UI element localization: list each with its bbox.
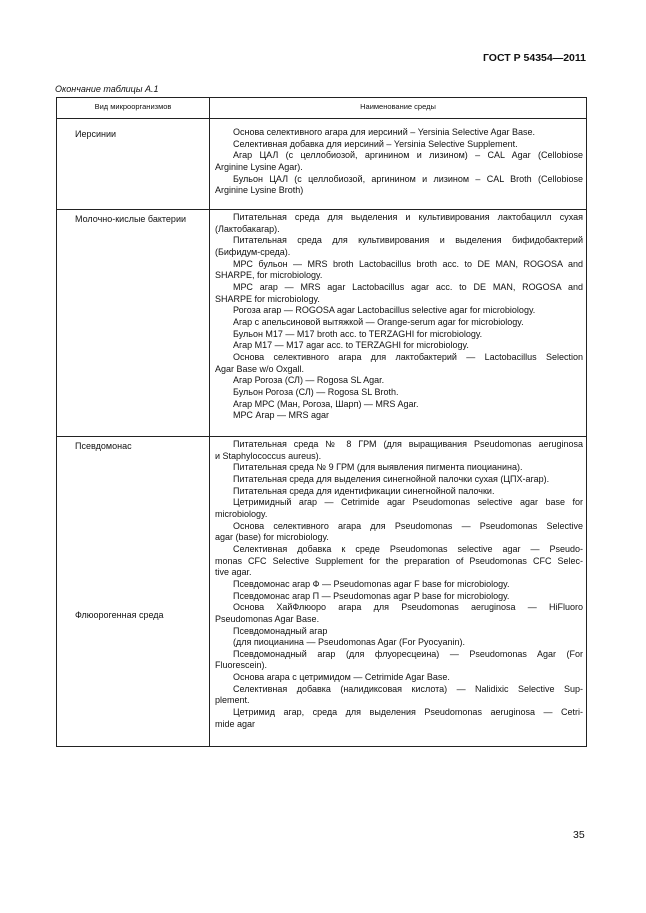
media-line: Агар ЦАЛ (с целлобиозой, аргинином и лизином) – CAL Agar (Cellobiose xyxy=(233,150,583,161)
media-cell xyxy=(215,439,583,730)
media-line: Селективная добавка (налидиксовая кислота) — Nalidixic Selective Sup- xyxy=(233,683,583,694)
media-line: microbiology. xyxy=(215,508,268,519)
media-line: МРС Агар — MRS agar xyxy=(233,410,330,421)
media-line: Питательная среда для идентификации синегнойной палочки. xyxy=(233,485,495,496)
row-divider xyxy=(57,436,586,437)
media-line: Селективная добавка для иерсиний – Yersinia Selective Supplement. xyxy=(233,138,518,149)
table-header xyxy=(57,98,586,119)
media-line: МРС бульон — MRS broth Lactobacillus broth acc. to DE MAN, ROGOSA and xyxy=(233,258,583,269)
media-line: Питательная среда для выделения и культивирования лактобацилл сухая xyxy=(233,212,583,222)
media-line: Питательная среда для культивирования и выделения бифидобактерий xyxy=(233,235,583,246)
media-line: agar (base) for microbiology. xyxy=(215,532,329,543)
media-line: tive agar. xyxy=(215,567,252,578)
organism-cell-secondary: Флюорогенная среда xyxy=(75,610,164,620)
media-line: МРС агар — MRS agar Lactobacillus agar acc. to DE MAN, ROGOSA and xyxy=(233,281,583,292)
organism-cell: Молочно-кислые бактерии xyxy=(75,214,186,224)
media-line: Pseudomonas Agar Base. xyxy=(215,613,320,624)
media-line: Питательная среда для выделения синегнойной палочки сухая (ЦПХ-агар). xyxy=(233,473,550,484)
media-line: Бульон Рогоза (СЛ) — Rogosa SL Broth. xyxy=(233,386,399,397)
media-line: Основа селективного агара для Pseudomonas — Pseudomonas Selective xyxy=(233,520,583,531)
media-line: Селективная добавка к среде Pseudomonas selective agar — Pseudo- xyxy=(233,543,583,554)
page-number: 35 xyxy=(573,829,585,841)
media-line: Arginine Lysine Agar). xyxy=(215,161,303,172)
media-line: Псевдомонадный агар (для флуоресцеина) — Pseudomonas Agar (For xyxy=(233,648,583,659)
media-cell xyxy=(215,212,583,422)
media-line: plement. xyxy=(215,695,250,706)
col-header-organisms: Вид микроорганизмов xyxy=(94,102,172,111)
media-line: SHARPE, for microbiology. xyxy=(215,270,323,281)
media-line: Агар M17 — M17 agar acc. to TERZAGHI for microbiology. xyxy=(233,340,469,351)
column-divider xyxy=(209,98,210,746)
standard-header: ГОСТ Р 54354—2011 xyxy=(482,52,586,64)
media-line: Основа селективного агара для иерсиний – Yersinia Selective Agar Base. xyxy=(233,127,535,137)
organism-cell: Псевдомонас xyxy=(75,441,132,451)
col-header-media: Наименование среды xyxy=(360,102,436,111)
media-line: Питательная среда № 9 ГРМ (для выявления пигмента пиоцианина). xyxy=(233,462,523,473)
media-line: Агар Рогоза (СЛ) — Rogosa SL Agar. xyxy=(233,375,385,386)
media-line: Агар с апельсиновой вытяжкой — Orange-serum agar for microbiology. xyxy=(233,316,524,327)
media-line: Цетримидный агар — Cetrimide agar Pseudomonas selective agar base for xyxy=(233,497,583,508)
media-cell xyxy=(215,127,583,197)
media-line: Псевдомонадный агар xyxy=(233,625,328,636)
media-line: Псевдомонас агар Ф — Pseudomonas agar F base for microbiology. xyxy=(233,578,510,589)
media-line: Основа агара с цетримидом — Cetrimide Agar Base. xyxy=(233,672,450,683)
media-line: и Staphylococcus aureus). xyxy=(215,450,322,461)
media-line: (Бифидум-среда). xyxy=(215,246,291,257)
media-line: Псевдомонас агар П — Pseudomonas agar P base for microbiology. xyxy=(233,590,510,601)
media-table xyxy=(56,97,587,747)
media-line: SHARPE for microbiology. xyxy=(215,293,320,304)
media-line: Рогоза агар — ROGOSA agar Lactobacillus selective agar for microbiology. xyxy=(233,305,536,316)
media-line: Цетримид агар, среда для выделения Pseudomonas aeruginosa — Cetri- xyxy=(233,707,583,718)
media-line: Бульон M17 — M17 broth acc. to TERZAGHI for microbiology. xyxy=(233,328,483,339)
media-line: Arginine Lysine Broth) xyxy=(215,185,304,196)
media-line: mide agar xyxy=(215,718,256,729)
row-divider xyxy=(57,209,586,210)
organism-cell: Иерсинии xyxy=(75,129,117,139)
media-line: Основа ХайФлюоро агара для Pseudomonas aeruginosa — HiFluoro xyxy=(233,602,583,613)
media-line: Агар МРС (Ман, Рогоза, Шарп) — MRS Agar. xyxy=(233,398,419,409)
media-line: Бульон ЦАЛ (с целлобиозой, аргинином и лизином – CAL Broth (Cellobiose xyxy=(233,173,583,184)
media-line: Основа селективного агара для лактобактерий — Lactobacillus Selection xyxy=(233,351,583,362)
media-line: Fluorescein). xyxy=(215,660,268,671)
media-line: Питательная среда № 8 ГРМ (для выращивания Pseudomonas aeruginosa xyxy=(233,439,583,449)
media-line: (для пиоцианина — Pseudomonas Agar (For Pyocyanin). xyxy=(233,637,466,648)
media-line: (Лактобакагар). xyxy=(215,223,280,234)
table-caption: Окончание таблицы А.1 xyxy=(55,84,159,94)
media-line: Agar Base w/o Oxgall. xyxy=(215,363,305,374)
media-line: monas CFC Selective Supplement for the preparation of Pseudomonas CFC Selec- xyxy=(215,555,583,566)
